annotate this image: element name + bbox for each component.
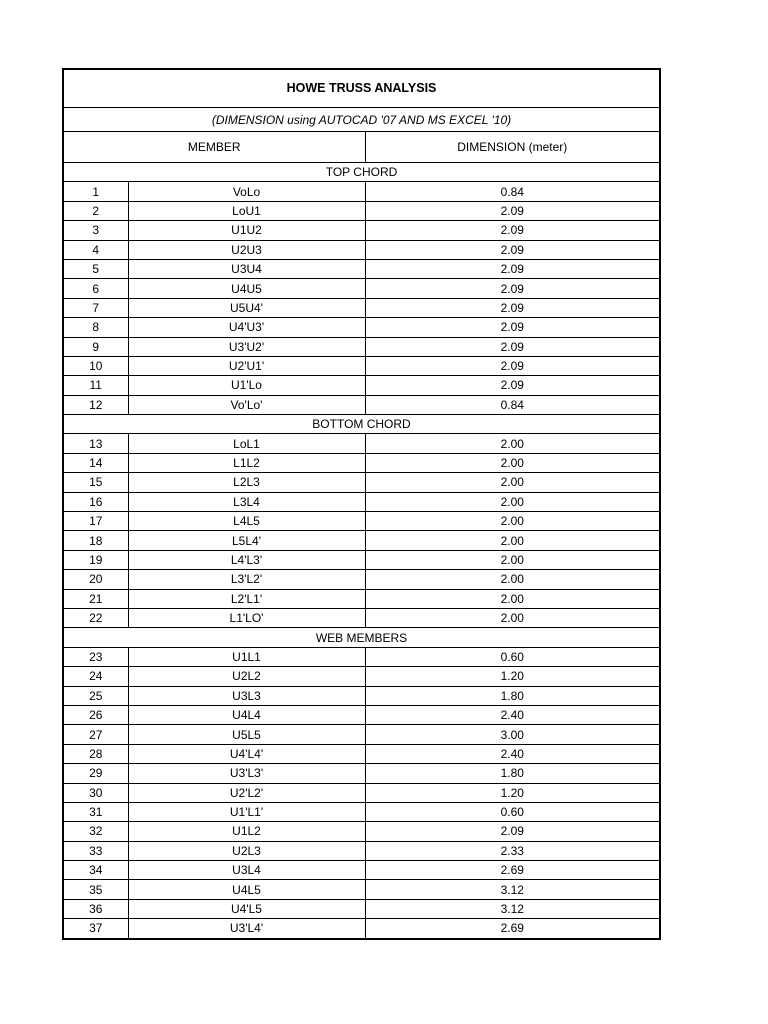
member-cell: U5U4' xyxy=(128,298,365,317)
row-number-cell: 25 xyxy=(63,686,128,705)
member-cell: U2L2 xyxy=(128,667,365,686)
member-cell: U3'U2' xyxy=(128,337,365,356)
dimension-cell: 2.00 xyxy=(365,550,660,569)
dimension-cell: 2.69 xyxy=(365,919,660,939)
member-cell: U1L2 xyxy=(128,822,365,841)
table-row xyxy=(63,356,660,375)
dimension-cell: 2.00 xyxy=(365,531,660,550)
member-cell: U4'L5 xyxy=(128,899,365,918)
row-number-cell: 32 xyxy=(63,822,128,841)
member-cell: U1L1 xyxy=(128,647,365,666)
table-row xyxy=(63,395,660,414)
row-number-cell: 34 xyxy=(63,861,128,880)
member-cell: U3L3 xyxy=(128,686,365,705)
dimension-cell: 2.09 xyxy=(365,259,660,278)
table-row xyxy=(63,279,660,298)
member-cell: U1U2 xyxy=(128,221,365,240)
member-cell: U2L3 xyxy=(128,841,365,860)
row-number-cell: 9 xyxy=(63,337,128,356)
table-row xyxy=(63,337,660,356)
member-cell: U4L4 xyxy=(128,705,365,724)
member-cell: U3U4 xyxy=(128,259,365,278)
dimension-cell: 0.84 xyxy=(365,182,660,201)
table-row xyxy=(63,531,660,550)
row-number-cell: 37 xyxy=(63,919,128,939)
member-cell: LoL1 xyxy=(128,434,365,453)
table-row xyxy=(63,512,660,531)
member-cell: U2U3 xyxy=(128,240,365,259)
dimension-cell: 2.33 xyxy=(365,841,660,860)
table-row xyxy=(63,240,660,259)
row-number-cell: 33 xyxy=(63,841,128,860)
table-row xyxy=(63,492,660,511)
dimension-cell: 3.00 xyxy=(365,725,660,744)
dimension-cell: 3.12 xyxy=(365,880,660,899)
row-number-cell: 27 xyxy=(63,725,128,744)
row-number-cell: 1 xyxy=(63,182,128,201)
dimension-cell: 2.09 xyxy=(365,376,660,395)
member-cell: L3L4 xyxy=(128,492,365,511)
row-number-cell: 36 xyxy=(63,899,128,918)
dimension-cell: 2.09 xyxy=(365,822,660,841)
column-header-row xyxy=(63,132,660,163)
table-row xyxy=(63,259,660,278)
table-row xyxy=(63,764,660,783)
member-cell: U4'L4' xyxy=(128,744,365,763)
table-row xyxy=(63,705,660,724)
dimension-cell: 1.20 xyxy=(365,783,660,802)
table-row xyxy=(63,589,660,608)
row-number-cell: 23 xyxy=(63,647,128,666)
table-row xyxy=(63,298,660,317)
member-cell: U3L4 xyxy=(128,861,365,880)
dimension-cell: 2.00 xyxy=(365,434,660,453)
member-cell: L2'L1' xyxy=(128,589,365,608)
member-cell: L5L4' xyxy=(128,531,365,550)
row-number-cell: 2 xyxy=(63,201,128,220)
subtitle-row xyxy=(63,108,660,132)
member-cell: U2'U1' xyxy=(128,356,365,375)
table-row xyxy=(63,647,660,666)
table-row xyxy=(63,822,660,841)
table-row xyxy=(63,453,660,472)
table-row xyxy=(63,434,660,453)
dimension-column-header: DIMENSION (meter) xyxy=(365,132,660,163)
member-cell: U2'L2' xyxy=(128,783,365,802)
row-number-cell: 29 xyxy=(63,764,128,783)
title-row xyxy=(63,69,660,108)
dimension-cell: 2.09 xyxy=(365,318,660,337)
member-cell: U4L5 xyxy=(128,880,365,899)
table-subtitle: (DIMENSION using AUTOCAD '07 AND MS EXCEL '10) xyxy=(63,108,660,132)
row-number-cell: 22 xyxy=(63,608,128,627)
table-row xyxy=(63,744,660,763)
section-header-row xyxy=(63,415,660,434)
member-cell: U4'U3' xyxy=(128,318,365,337)
row-number-cell: 26 xyxy=(63,705,128,724)
row-number-cell: 4 xyxy=(63,240,128,259)
row-number-cell: 30 xyxy=(63,783,128,802)
row-number-cell: 19 xyxy=(63,550,128,569)
row-number-cell: 28 xyxy=(63,744,128,763)
row-number-cell: 12 xyxy=(63,395,128,414)
row-number-cell: 3 xyxy=(63,221,128,240)
table-row xyxy=(63,473,660,492)
dimension-cell: 2.00 xyxy=(365,492,660,511)
table-row xyxy=(63,686,660,705)
member-cell: U1'L1' xyxy=(128,802,365,821)
table-title: HOWE TRUSS ANALYSIS xyxy=(63,69,660,108)
row-number-cell: 11 xyxy=(63,376,128,395)
dimension-cell: 1.80 xyxy=(365,764,660,783)
dimension-cell: 2.00 xyxy=(365,473,660,492)
table-row xyxy=(63,608,660,627)
row-number-cell: 14 xyxy=(63,453,128,472)
dimension-cell: 2.09 xyxy=(365,201,660,220)
row-number-cell: 10 xyxy=(63,356,128,375)
row-number-cell: 5 xyxy=(63,259,128,278)
dimension-cell: 2.09 xyxy=(365,298,660,317)
dimension-cell: 0.84 xyxy=(365,395,660,414)
member-cell: VoLo xyxy=(128,182,365,201)
row-number-cell: 6 xyxy=(63,279,128,298)
row-number-cell: 15 xyxy=(63,473,128,492)
member-cell: L4'L3' xyxy=(128,550,365,569)
table-row xyxy=(63,725,660,744)
member-cell: L1L2 xyxy=(128,453,365,472)
table-row xyxy=(63,841,660,860)
table-row xyxy=(63,667,660,686)
table-row xyxy=(63,550,660,569)
member-cell: Vo'Lo' xyxy=(128,395,365,414)
section-title: TOP CHORD xyxy=(63,163,660,182)
member-cell: L4L5 xyxy=(128,512,365,531)
member-cell: L2L3 xyxy=(128,473,365,492)
dimension-cell: 2.00 xyxy=(365,570,660,589)
dimension-cell: 2.09 xyxy=(365,221,660,240)
table-row xyxy=(63,182,660,201)
dimension-cell: 2.00 xyxy=(365,453,660,472)
row-number-cell: 7 xyxy=(63,298,128,317)
table-row xyxy=(63,201,660,220)
section-title: WEB MEMBERS xyxy=(63,628,660,647)
member-column-header: MEMBER xyxy=(63,132,365,163)
member-cell: U5L5 xyxy=(128,725,365,744)
dimension-cell: 2.09 xyxy=(365,337,660,356)
table-row xyxy=(63,570,660,589)
member-cell: U1'Lo xyxy=(128,376,365,395)
row-number-cell: 8 xyxy=(63,318,128,337)
dimension-cell: 2.00 xyxy=(365,608,660,627)
member-cell: U3'L3' xyxy=(128,764,365,783)
table-row xyxy=(63,783,660,802)
section-title: BOTTOM CHORD xyxy=(63,415,660,434)
dimension-cell: 2.09 xyxy=(365,240,660,259)
row-number-cell: 35 xyxy=(63,880,128,899)
row-number-cell: 24 xyxy=(63,667,128,686)
row-number-cell: 31 xyxy=(63,802,128,821)
dimension-cell: 3.12 xyxy=(365,899,660,918)
dimension-cell: 2.00 xyxy=(365,589,660,608)
dimension-cell: 2.40 xyxy=(365,744,660,763)
row-number-cell: 16 xyxy=(63,492,128,511)
table-body xyxy=(63,69,660,939)
dimension-cell: 2.40 xyxy=(365,705,660,724)
section-header-row xyxy=(63,628,660,647)
member-cell: U3'L4' xyxy=(128,919,365,939)
dimension-cell: 2.09 xyxy=(365,279,660,298)
dimension-cell: 2.69 xyxy=(365,861,660,880)
row-number-cell: 18 xyxy=(63,531,128,550)
dimension-cell: 1.80 xyxy=(365,686,660,705)
dimension-cell: 2.00 xyxy=(365,512,660,531)
table-row xyxy=(63,221,660,240)
truss-dimension-table xyxy=(62,68,661,940)
member-cell: U4U5 xyxy=(128,279,365,298)
dimension-cell: 2.09 xyxy=(365,356,660,375)
dimension-cell: 0.60 xyxy=(365,802,660,821)
table-row xyxy=(63,318,660,337)
row-number-cell: 20 xyxy=(63,570,128,589)
member-cell: L3'L2' xyxy=(128,570,365,589)
table-row xyxy=(63,861,660,880)
table-row xyxy=(63,919,660,939)
table-row xyxy=(63,880,660,899)
table-row xyxy=(63,899,660,918)
member-cell: LoU1 xyxy=(128,201,365,220)
dimension-cell: 0.60 xyxy=(365,647,660,666)
dimension-cell: 1.20 xyxy=(365,667,660,686)
row-number-cell: 21 xyxy=(63,589,128,608)
table-row xyxy=(63,376,660,395)
table-row xyxy=(63,802,660,821)
row-number-cell: 17 xyxy=(63,512,128,531)
row-number-cell: 13 xyxy=(63,434,128,453)
member-cell: L1'LO' xyxy=(128,608,365,627)
section-header-row xyxy=(63,163,660,182)
